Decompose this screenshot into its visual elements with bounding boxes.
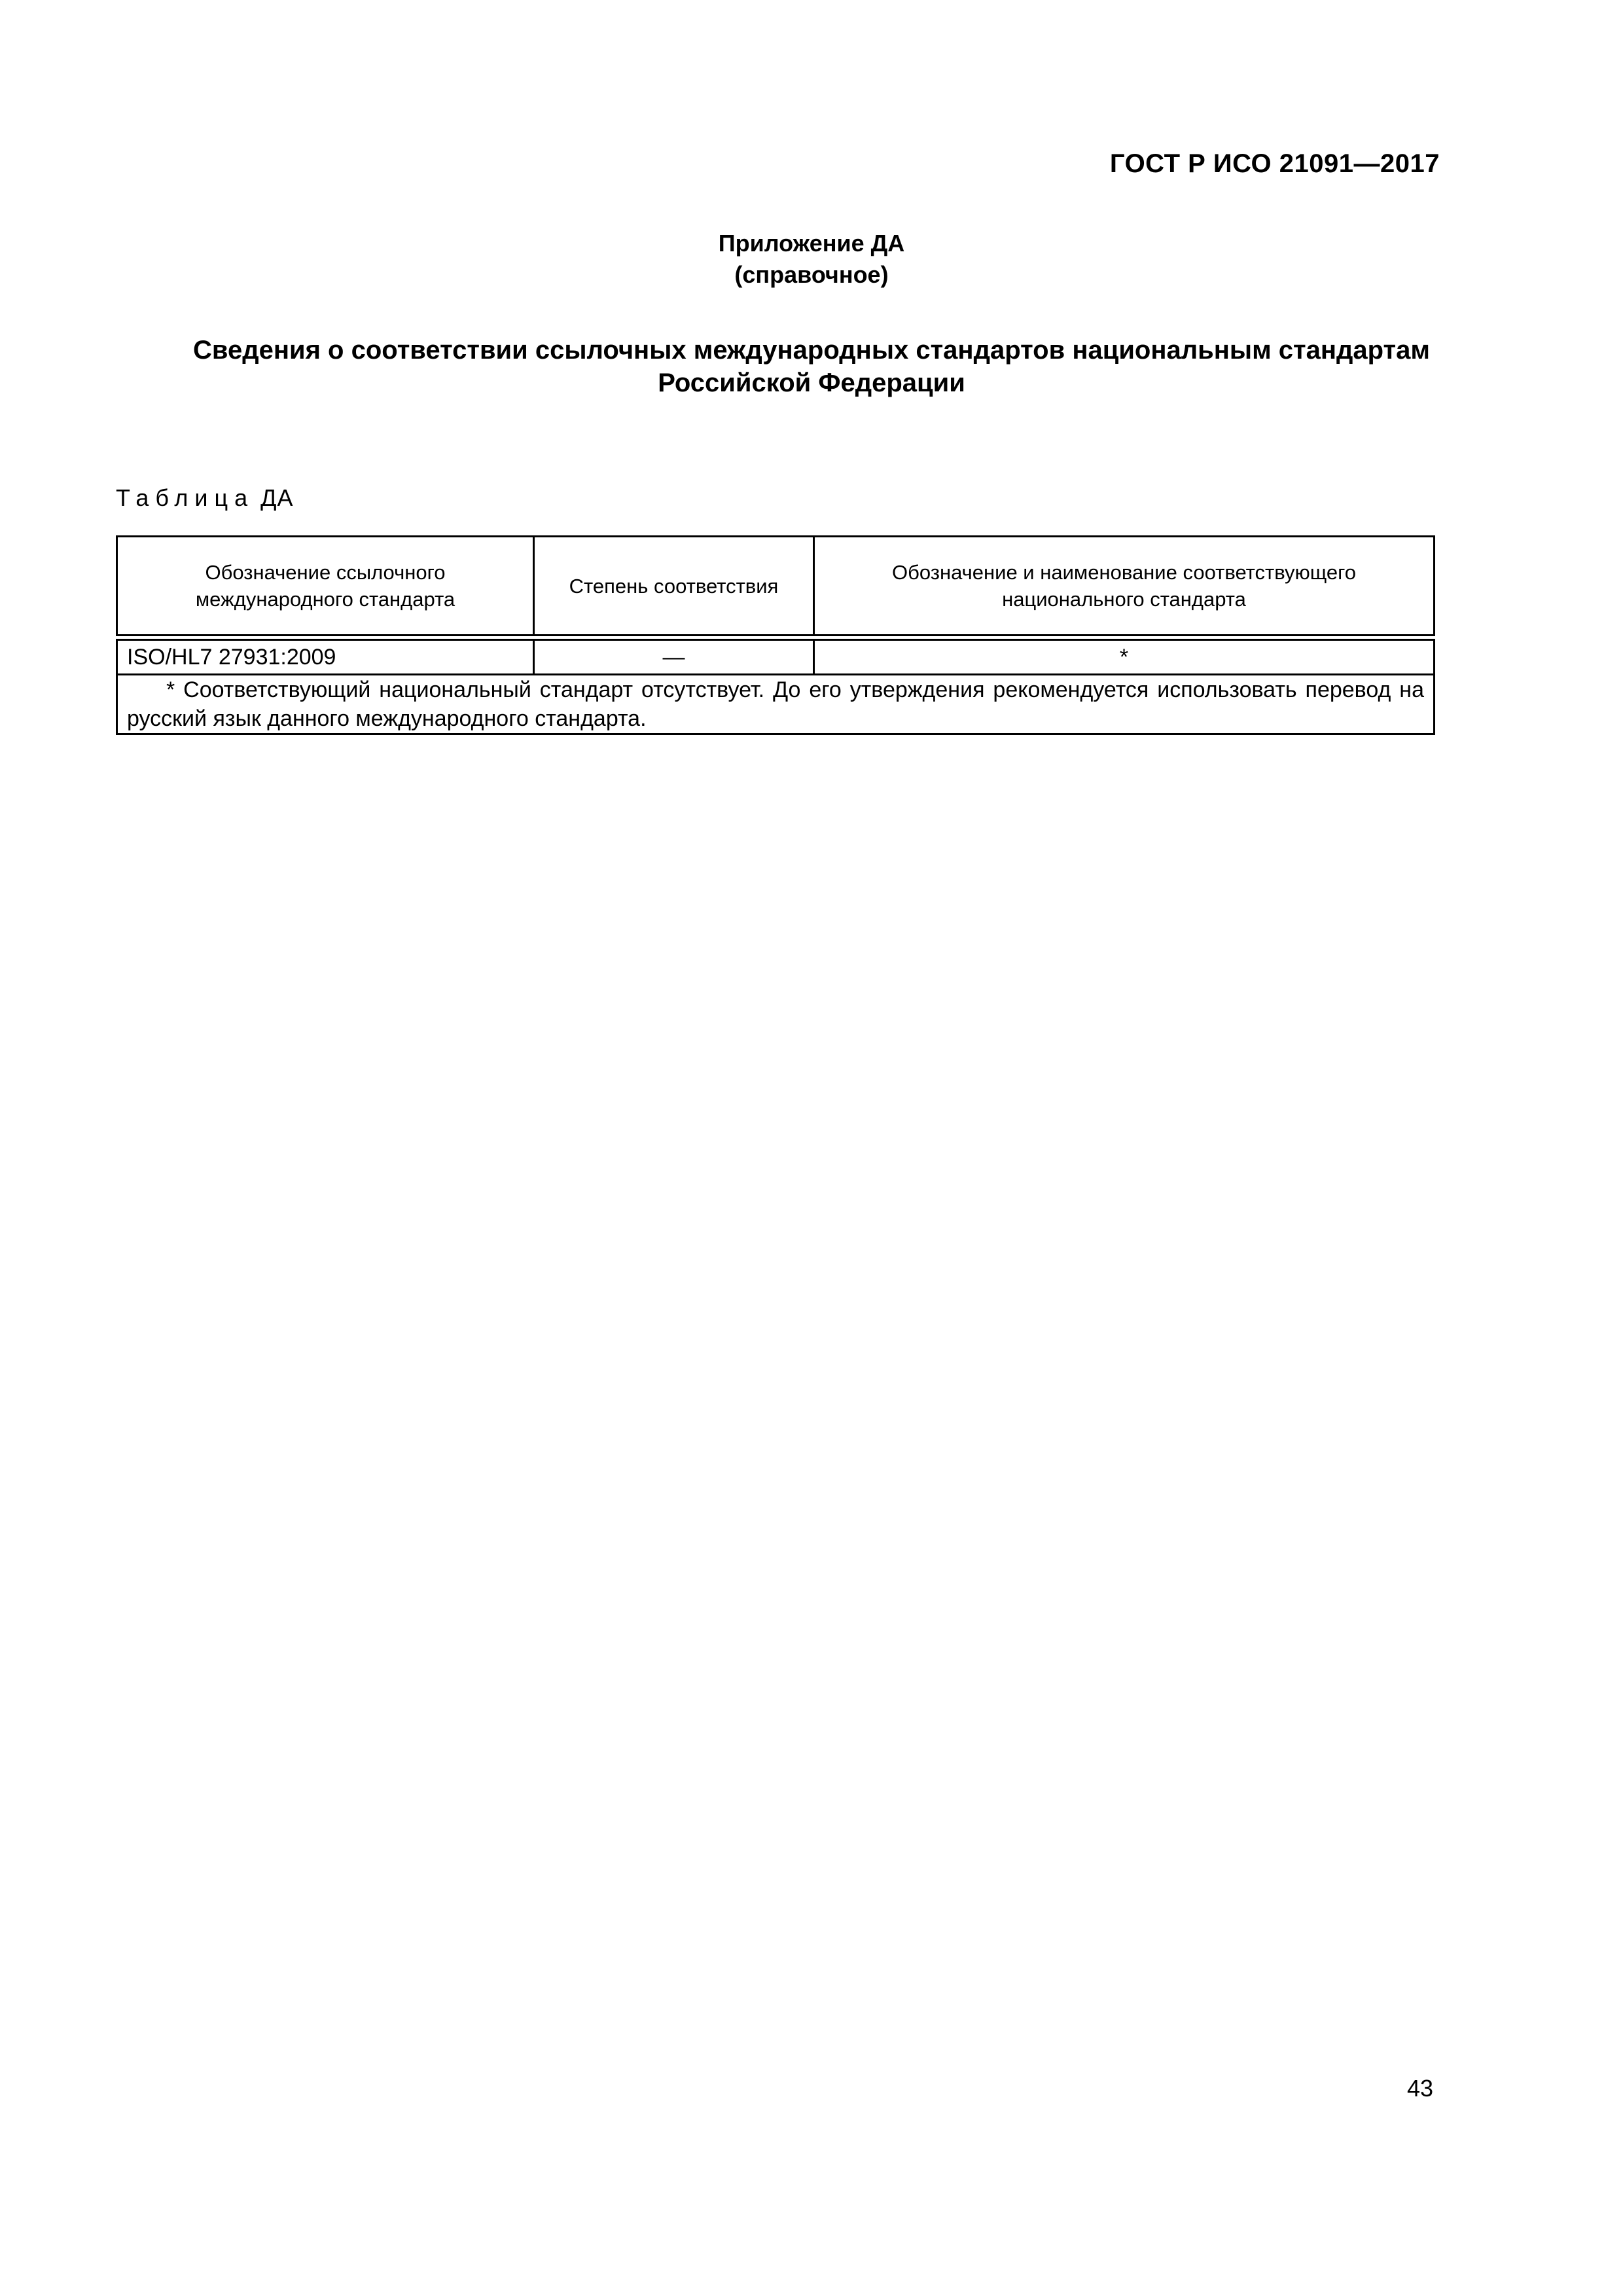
document-code: ГОСТ Р ИСО 21091—2017 — [1109, 149, 1440, 178]
table-caption-word: Таблица — [116, 484, 255, 511]
heading-line-1: Сведения о соответствии ссылочных международных стандартов национальным стандартам — [193, 336, 1430, 365]
table-caption — [116, 484, 294, 512]
cell-international-standard: ISO/HL7 27931:2009 — [117, 637, 534, 675]
correspondence-table-wrapper — [116, 535, 1433, 735]
table-caption-number: ДА — [260, 484, 294, 511]
annex-header — [0, 228, 1623, 291]
header-degree-of-correspondence: Степень соответствия — [534, 537, 814, 638]
annex-kind: (справочное) — [734, 261, 889, 288]
header-national-standard: Обозначение и наименование соответствующего национального стандарта — [814, 537, 1435, 638]
section-heading — [0, 334, 1623, 399]
table-footnote-cell — [117, 675, 1435, 734]
page-number: 43 — [1406, 2075, 1433, 2102]
heading-line-2: Российской Федерации — [658, 368, 965, 397]
correspondence-table — [116, 535, 1435, 735]
table-footnote: * Соответствующий национальный стандарт отсутствует. До его утверждения рекомендуется использовать перевод на русский язык данного международного стандарта. — [127, 677, 1424, 731]
table-header-row — [117, 537, 1435, 638]
header-international-standard: Обозначение ссылочного международного стандарта — [117, 537, 534, 638]
cell-national-standard: * — [814, 637, 1435, 675]
annex-title: Приложение ДА — [718, 230, 905, 257]
cell-degree-of-correspondence: — — [534, 637, 814, 675]
table-row — [117, 637, 1435, 675]
table-footnote-row — [117, 675, 1435, 734]
